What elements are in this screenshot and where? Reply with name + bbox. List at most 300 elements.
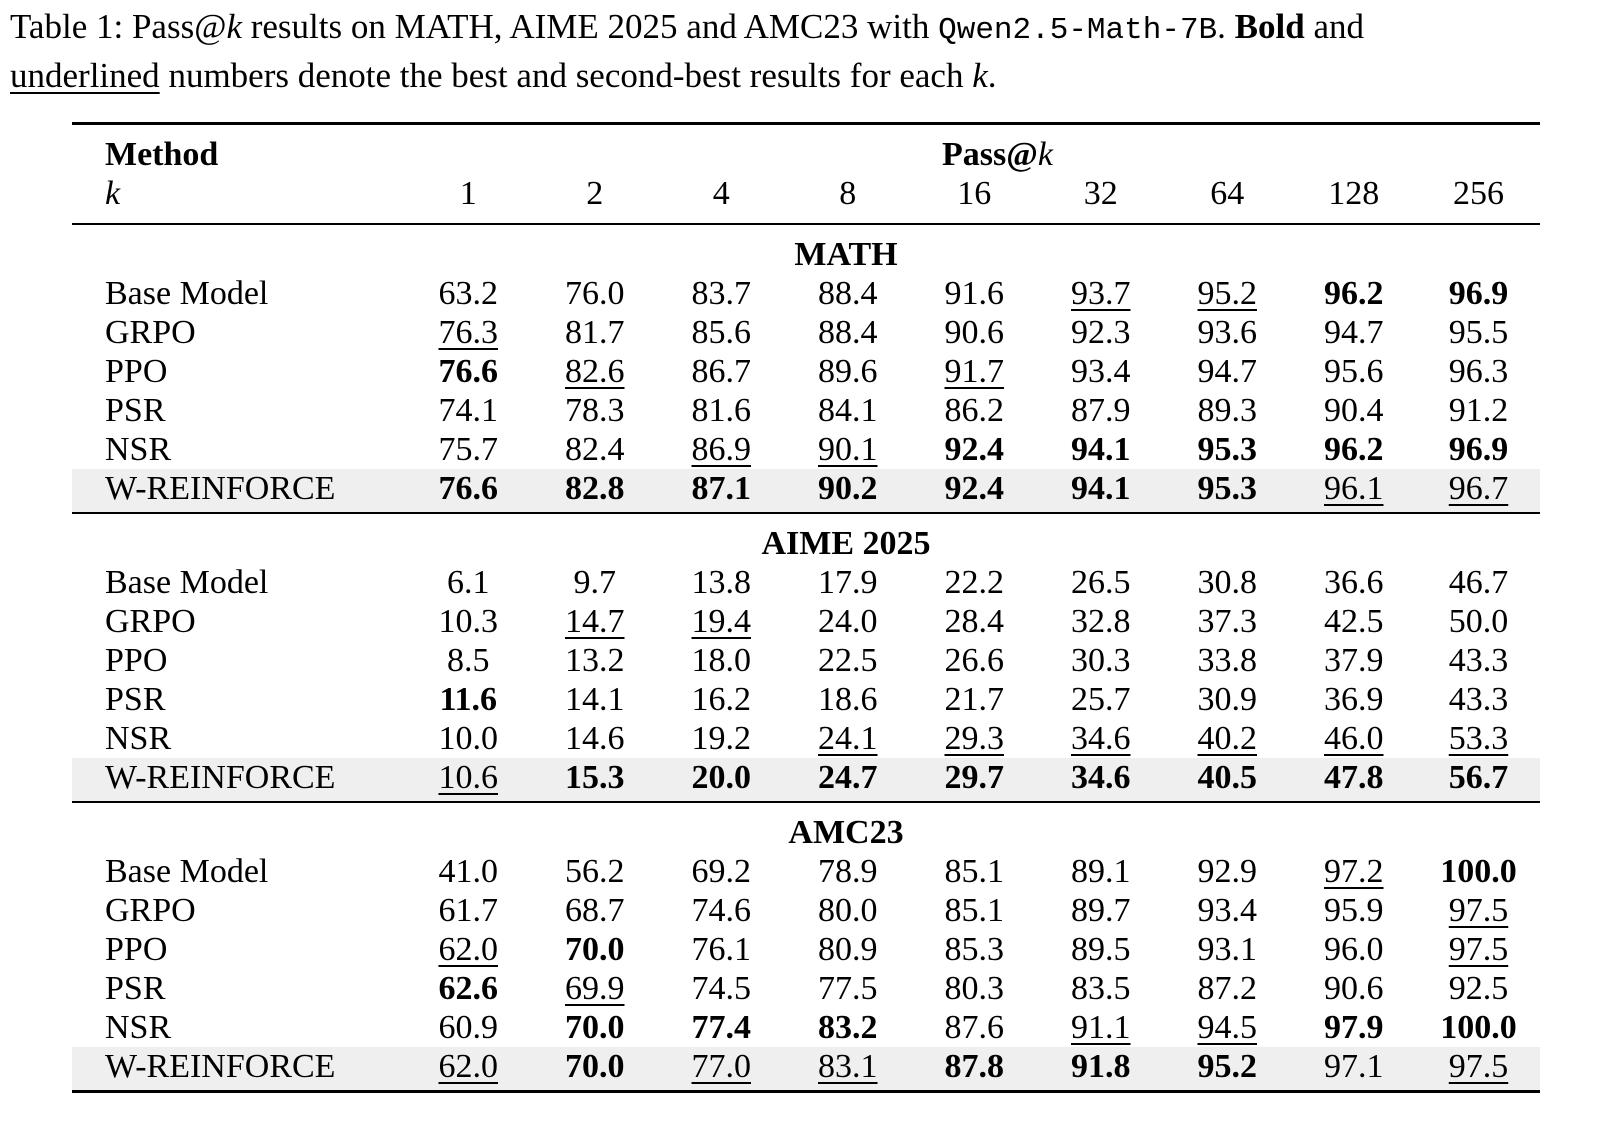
method-name: PSR	[105, 392, 166, 429]
result-value: 24.0	[818, 603, 878, 640]
result-cell	[532, 469, 659, 513]
result-value: 87.1	[691, 470, 751, 507]
method-name: Base Model	[105, 564, 269, 601]
result-value: 32.8	[1071, 603, 1131, 640]
result-value: 16.2	[691, 681, 751, 718]
result-value: 93.4	[1197, 892, 1257, 929]
k-value: 64	[1210, 175, 1245, 212]
result-value: 97.5	[1448, 1048, 1509, 1085]
result-cell	[785, 352, 912, 391]
results-table	[72, 122, 1540, 1093]
result-value: 46.7	[1448, 564, 1509, 601]
result-cell	[1417, 719, 1540, 758]
result-cell	[911, 641, 1038, 680]
result-value: 37.9	[1324, 642, 1384, 679]
result-value: 82.4	[565, 431, 625, 468]
result-cell	[911, 719, 1038, 758]
result-value: 96.0	[1324, 931, 1384, 968]
table-row	[72, 430, 1540, 469]
caption-after-model: .	[1217, 7, 1235, 46]
result-cell	[405, 852, 532, 891]
method-name: W-REINFORCE	[72, 758, 405, 802]
result-value: 74.6	[691, 892, 751, 929]
result-value: 97.2	[1324, 853, 1384, 890]
result-cell	[1291, 1008, 1418, 1047]
result-value: 14.1	[565, 681, 625, 718]
result-value: 94.5	[1197, 1009, 1257, 1046]
k-value: 256	[1453, 175, 1504, 212]
result-value: 86.9	[691, 431, 751, 468]
result-cell	[1291, 602, 1418, 641]
result-value: 93.1	[1197, 931, 1257, 968]
k-value: 8	[839, 175, 857, 212]
result-value: 62.6	[438, 970, 498, 1007]
result-cell	[1417, 352, 1540, 391]
result-cell	[405, 641, 532, 680]
result-value: 53.3	[1448, 720, 1509, 757]
result-cell	[785, 1047, 912, 1092]
result-cell	[911, 430, 1038, 469]
result-cell	[911, 274, 1038, 313]
result-cell	[1164, 758, 1291, 802]
result-value: 36.6	[1324, 564, 1384, 601]
result-cell	[532, 719, 659, 758]
result-cell	[911, 469, 1038, 513]
result-value: 96.2	[1324, 275, 1384, 312]
caption-k: k	[226, 7, 242, 46]
result-value: 83.5	[1071, 970, 1131, 1007]
result-value: 81.7	[565, 314, 625, 351]
result-cell	[1291, 969, 1418, 1008]
result-cell	[911, 852, 1038, 891]
k-value: 4	[712, 175, 730, 212]
result-cell	[785, 274, 912, 313]
method-name: PPO	[105, 642, 168, 679]
result-value: 87.8	[944, 1048, 1004, 1085]
result-cell	[911, 930, 1038, 969]
result-value: 69.9	[565, 970, 625, 1007]
result-value: 29.3	[944, 720, 1004, 757]
k-value: 32	[1083, 175, 1118, 212]
result-value: 92.3	[1071, 314, 1131, 351]
result-cell	[658, 313, 785, 352]
result-value: 91.1	[1071, 1009, 1131, 1046]
table-row	[72, 274, 1540, 313]
result-cell	[785, 1008, 912, 1047]
result-cell	[405, 891, 532, 930]
result-value: 95.2	[1197, 275, 1257, 312]
result-value: 78.3	[565, 392, 625, 429]
result-cell	[1164, 563, 1291, 602]
result-value: 92.4	[944, 470, 1004, 507]
result-value: 90.1	[818, 431, 878, 468]
caption-k2: k	[972, 56, 988, 95]
result-value: 86.7	[691, 353, 751, 390]
result-cell	[911, 352, 1038, 391]
result-value: 62.0	[438, 931, 498, 968]
result-value: 22.5	[818, 642, 878, 679]
result-value: 100.0	[1440, 1009, 1517, 1046]
result-value: 88.4	[818, 314, 878, 351]
caption-end: .	[987, 56, 997, 95]
result-cell	[658, 719, 785, 758]
method-name: NSR	[105, 720, 172, 757]
result-cell	[1291, 469, 1418, 513]
table-row	[72, 391, 1540, 430]
result-value: 30.3	[1071, 642, 1131, 679]
result-cell	[1164, 469, 1291, 513]
result-value: 97.5	[1448, 931, 1509, 968]
result-value: 30.8	[1197, 564, 1257, 601]
k-value: 2	[586, 175, 604, 212]
result-cell	[1291, 930, 1418, 969]
table-row	[72, 969, 1540, 1008]
result-value: 26.6	[944, 642, 1004, 679]
caption-suffix: numbers denote the best and second-best results for each	[159, 56, 973, 95]
result-cell	[911, 1047, 1038, 1092]
result-value: 85.3	[944, 931, 1004, 968]
result-cell	[1164, 641, 1291, 680]
result-value: 33.8	[1197, 642, 1257, 679]
result-value: 47.8	[1324, 759, 1384, 796]
result-cell	[532, 1008, 659, 1047]
caption-prefix: Table 1: Pass@	[10, 7, 227, 46]
result-value: 37.3	[1197, 603, 1257, 640]
result-cell	[405, 930, 532, 969]
result-cell	[532, 1047, 659, 1092]
result-cell	[1291, 1047, 1418, 1092]
result-value: 34.6	[1071, 759, 1131, 796]
result-cell	[1417, 391, 1540, 430]
result-cell	[405, 719, 532, 758]
result-cell	[658, 352, 785, 391]
result-cell	[1038, 758, 1165, 802]
table-row	[72, 680, 1540, 719]
result-cell	[911, 563, 1038, 602]
result-value: 94.7	[1324, 314, 1384, 351]
method-name: PSR	[105, 681, 166, 718]
result-cell	[1417, 563, 1540, 602]
result-value: 62.0	[438, 1048, 498, 1085]
result-value: 81.6	[691, 392, 751, 429]
result-cell	[532, 969, 659, 1008]
result-cell	[1038, 891, 1165, 930]
result-value: 17.9	[818, 564, 878, 601]
table-row	[72, 641, 1540, 680]
result-cell	[1291, 352, 1418, 391]
result-cell	[405, 391, 532, 430]
result-cell	[1164, 313, 1291, 352]
result-cell	[1417, 602, 1540, 641]
result-cell	[405, 352, 532, 391]
result-cell	[1038, 274, 1165, 313]
result-cell	[405, 313, 532, 352]
result-cell	[658, 563, 785, 602]
result-value: 10.6	[438, 759, 498, 796]
result-cell	[658, 1008, 785, 1047]
result-value: 80.3	[944, 970, 1004, 1007]
result-cell	[1038, 430, 1165, 469]
result-value: 89.1	[1071, 853, 1131, 890]
result-cell	[1417, 313, 1540, 352]
result-value: 95.3	[1197, 431, 1257, 468]
result-value: 14.6	[565, 720, 625, 757]
result-value: 97.9	[1324, 1009, 1384, 1046]
result-value: 18.6	[818, 681, 878, 718]
result-cell	[1417, 852, 1540, 891]
result-value: 92.4	[944, 431, 1004, 468]
result-value: 63.2	[438, 275, 498, 312]
result-cell	[1164, 602, 1291, 641]
result-value: 96.1	[1324, 470, 1384, 507]
result-cell	[1417, 930, 1540, 969]
result-cell	[1038, 469, 1165, 513]
result-cell	[405, 1047, 532, 1092]
result-value: 90.6	[1324, 970, 1384, 1007]
result-value: 83.1	[818, 1048, 878, 1085]
header-row-k	[72, 174, 1540, 224]
result-cell	[785, 969, 912, 1008]
header-row-1	[72, 125, 1540, 174]
result-value: 96.2	[1324, 431, 1384, 468]
table-row	[72, 352, 1540, 391]
result-value: 15.3	[565, 759, 625, 796]
result-value: 87.9	[1071, 392, 1131, 429]
result-value: 90.4	[1324, 392, 1384, 429]
method-name: PPO	[105, 931, 168, 968]
result-cell	[1291, 430, 1418, 469]
result-cell	[658, 930, 785, 969]
result-cell	[785, 563, 912, 602]
result-value: 89.3	[1197, 392, 1257, 429]
table-row	[72, 758, 1540, 802]
result-cell	[785, 930, 912, 969]
result-cell	[911, 680, 1038, 719]
k-label: k	[105, 175, 121, 212]
result-value: 19.4	[691, 603, 751, 640]
section-title: AIME 2025	[761, 525, 931, 562]
result-value: 93.4	[1071, 353, 1131, 390]
k-value: 128	[1328, 175, 1380, 212]
result-value: 22.2	[944, 564, 1004, 601]
result-value: 13.2	[565, 642, 625, 679]
result-value: 77.0	[691, 1048, 751, 1085]
result-cell	[658, 758, 785, 802]
method-name: GRPO	[105, 892, 196, 929]
result-value: 10.3	[438, 603, 498, 640]
result-value: 80.0	[818, 892, 878, 929]
result-cell	[1038, 352, 1165, 391]
result-value: 82.6	[565, 353, 625, 390]
result-value: 91.6	[944, 275, 1004, 312]
result-value: 88.4	[818, 275, 878, 312]
result-value: 56.7	[1448, 759, 1509, 796]
result-cell	[405, 602, 532, 641]
result-value: 77.4	[691, 1009, 751, 1046]
result-cell	[1164, 1008, 1291, 1047]
result-value: 21.7	[944, 681, 1004, 718]
result-value: 74.5	[691, 970, 751, 1007]
result-cell	[1417, 758, 1540, 802]
result-value: 96.9	[1448, 431, 1509, 468]
result-cell	[532, 641, 659, 680]
result-cell	[1038, 930, 1165, 969]
result-value: 75.7	[438, 431, 498, 468]
result-cell	[785, 719, 912, 758]
result-value: 11.6	[439, 681, 498, 718]
result-value: 85.1	[944, 892, 1004, 929]
table-row	[72, 852, 1540, 891]
result-cell	[1038, 313, 1165, 352]
result-cell	[1038, 969, 1165, 1008]
result-value: 24.7	[818, 759, 878, 796]
passk-prefix: Pass@	[942, 136, 1038, 173]
result-cell	[658, 641, 785, 680]
result-cell	[1164, 430, 1291, 469]
result-cell	[1417, 891, 1540, 930]
result-cell	[911, 602, 1038, 641]
result-cell	[1038, 852, 1165, 891]
result-cell	[785, 852, 912, 891]
result-value: 61.7	[438, 892, 498, 929]
result-value: 95.5	[1448, 314, 1509, 351]
table-row	[72, 1047, 1540, 1092]
result-value: 19.2	[691, 720, 751, 757]
result-value: 96.9	[1448, 275, 1509, 312]
passk-k: k	[1037, 136, 1053, 173]
result-cell	[1291, 641, 1418, 680]
k-value: 16	[957, 175, 992, 212]
method-name: PSR	[105, 970, 166, 1007]
result-value: 8.5	[447, 642, 490, 679]
result-cell	[1038, 1008, 1165, 1047]
method-name: Base Model	[105, 275, 269, 312]
result-cell	[405, 969, 532, 1008]
result-cell	[1164, 1047, 1291, 1092]
table-row	[72, 602, 1540, 641]
result-cell	[405, 1008, 532, 1047]
result-cell	[1164, 969, 1291, 1008]
result-value: 76.3	[438, 314, 498, 351]
result-value: 94.7	[1197, 353, 1257, 390]
result-cell	[1164, 352, 1291, 391]
result-cell	[1164, 274, 1291, 313]
result-value: 25.7	[1071, 681, 1131, 718]
method-name: W-REINFORCE	[72, 469, 405, 513]
result-value: 70.0	[565, 1048, 625, 1085]
result-cell	[405, 274, 532, 313]
result-cell	[785, 391, 912, 430]
result-cell	[658, 430, 785, 469]
result-cell	[532, 602, 659, 641]
result-value: 50.0	[1448, 603, 1509, 640]
result-cell	[1417, 1008, 1540, 1047]
result-value: 69.2	[691, 853, 751, 890]
result-cell	[658, 969, 785, 1008]
method-name: Base Model	[105, 853, 269, 890]
result-cell	[532, 391, 659, 430]
result-value: 6.1	[447, 564, 490, 601]
result-value: 87.6	[944, 1009, 1004, 1046]
result-value: 76.6	[438, 470, 498, 507]
method-name: NSR	[105, 431, 172, 468]
section-title-row	[72, 225, 1540, 274]
result-cell	[658, 1047, 785, 1092]
table-row	[72, 563, 1540, 602]
result-value: 26.5	[1071, 564, 1131, 601]
result-value: 80.9	[818, 931, 878, 968]
caption-model: Qwen2.5-Math-7B	[938, 13, 1218, 48]
result-cell	[1417, 469, 1540, 513]
result-cell	[1038, 563, 1165, 602]
result-cell	[532, 680, 659, 719]
result-value: 92.5	[1448, 970, 1509, 1007]
result-cell	[658, 469, 785, 513]
result-cell	[532, 274, 659, 313]
result-cell	[532, 758, 659, 802]
table-row	[72, 891, 1540, 930]
result-value: 96.3	[1448, 353, 1509, 390]
result-value: 91.7	[944, 353, 1004, 390]
table-row	[72, 469, 1540, 513]
caption-underlined-word: underlined	[10, 56, 160, 95]
result-value: 92.9	[1197, 853, 1257, 890]
result-cell	[1164, 930, 1291, 969]
table-body	[72, 124, 1540, 1094]
table-row	[72, 313, 1540, 352]
result-cell	[1164, 391, 1291, 430]
result-value: 97.1	[1324, 1048, 1384, 1085]
result-value: 100.0	[1440, 853, 1517, 890]
result-cell	[1291, 274, 1418, 313]
table-row	[72, 930, 1540, 969]
result-value: 84.1	[818, 392, 878, 429]
result-cell	[1038, 1047, 1165, 1092]
result-value: 60.9	[438, 1009, 498, 1046]
result-cell	[405, 563, 532, 602]
result-value: 34.6	[1071, 720, 1131, 757]
result-cell	[1164, 680, 1291, 719]
result-cell	[1038, 680, 1165, 719]
result-value: 96.7	[1448, 470, 1509, 507]
result-cell	[658, 891, 785, 930]
result-value: 74.1	[438, 392, 498, 429]
result-value: 94.1	[1071, 431, 1131, 468]
result-value: 95.6	[1324, 353, 1384, 390]
result-value: 91.8	[1071, 1048, 1131, 1085]
result-cell	[785, 758, 912, 802]
result-cell	[785, 680, 912, 719]
result-value: 85.6	[691, 314, 751, 351]
result-cell	[1038, 391, 1165, 430]
result-value: 13.8	[691, 564, 751, 601]
result-cell	[1291, 563, 1418, 602]
result-value: 36.9	[1324, 681, 1384, 718]
result-cell	[911, 891, 1038, 930]
result-cell	[658, 680, 785, 719]
result-value: 91.2	[1448, 392, 1509, 429]
result-value: 43.3	[1448, 681, 1509, 718]
result-cell	[785, 891, 912, 930]
result-value: 28.4	[944, 603, 1004, 640]
passk-header	[405, 125, 1540, 174]
result-cell	[911, 969, 1038, 1008]
result-value: 20.0	[691, 759, 751, 796]
caption-bold-word: Bold	[1234, 7, 1305, 46]
result-value: 10.0	[438, 720, 498, 757]
result-cell	[1291, 680, 1418, 719]
result-value: 30.9	[1197, 681, 1257, 718]
